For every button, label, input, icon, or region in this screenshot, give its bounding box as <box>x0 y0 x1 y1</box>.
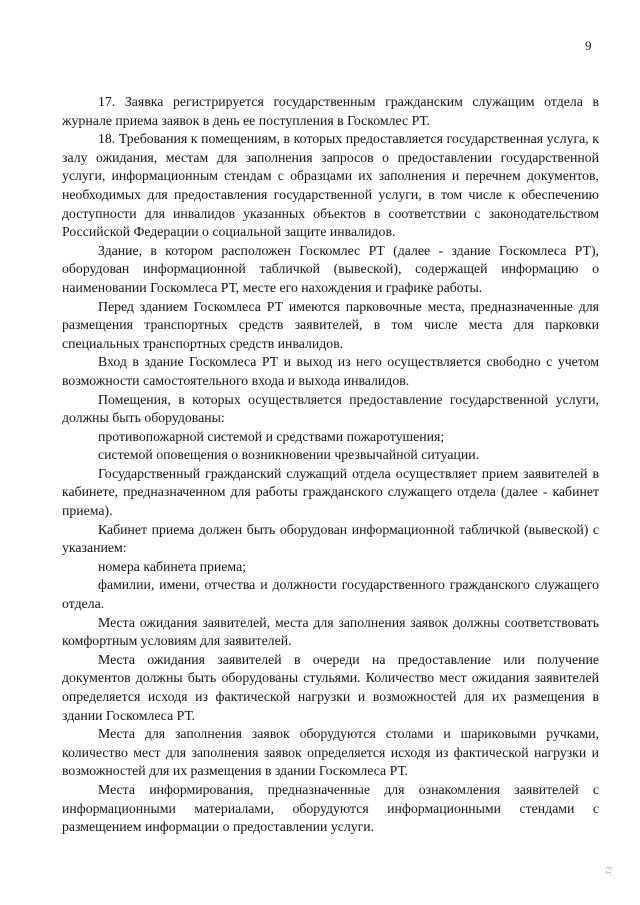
paragraph-filling-places: Места для заполнения заявок оборудуются столами и шариковыми ручками, количество мест для заполнения заявок определяется исходя из фактической нагрузки и возможностей для их размещения в здании Госкомлеса РТ. <box>62 726 599 779</box>
paragraph-premises: Помещения, в которых осуществляется предоставление государственной услуги, должны быть оборудованы: <box>62 391 599 426</box>
paragraph-reception: Государственный гражданский служащий отдела осуществляет прием заявителей в кабинете, предназначенном для работы гражданского служащего отдела (далее - кабинет приема). <box>62 465 599 519</box>
list-item-office-number: номера кабинета приема; <box>98 558 247 574</box>
page-number: 9 <box>585 38 592 53</box>
paragraph-entrance: Вход в здание Госкомлеса РТ и выход из него осуществляется свободно с учетом возможности самостоятельного входа и выхода инвалидов. <box>62 354 599 388</box>
paragraph-info-places: Места информирования, предназначенные для ознакомления заявителей с информационными материалами, оборудуются информационными стендами с размещением информации о предоставлении услуги. <box>62 781 599 835</box>
paragraph-queue-places: Места ожидания заявителей в очереди на предоставление или получение документов должны быть оборудованы стульями. Количество мест ожидания заявителей определяется исходя из фактической нагрузки и возможностей для их размещения в здании Госкомлеса РТ. <box>62 651 599 723</box>
paragraph-building: Здание, в котором расположен Госкомлес РТ (далее - здание Госкомлеса РТ), оборудован информационной табличкой (вывеской), содержащей информацию о наименовании Госкомлеса РТ, месте его нахождения и графике работы. <box>62 242 599 295</box>
list-item-alert-system: системой оповещения о возникновении чрезвычайной ситуации. <box>98 447 480 463</box>
paragraph-17: 17. Заявка регистрируется государственным гражданским служащим отдела в журнале приема заявок в день ее поступления в Госкомлес РТ. <box>62 94 599 128</box>
document-body <box>62 93 599 837</box>
margin-mark: ЗЗ <box>602 865 615 877</box>
paragraph-waiting-places: Места ожидания заявителей, места для заполнения заявок должны соответствовать комфортным условиям для заявителей. <box>62 614 599 649</box>
list-item-employee-name: фамилии, имени, отчества и должности государственного гражданского служащего отдела. <box>62 577 599 612</box>
list-item-fire-system: противопожарной системой и средствами пожаротушения; <box>98 428 445 444</box>
paragraph-parking: Перед зданием Госкомлеса РТ имеются парковочные места, предназначенные для размещения транспортных средств заявителей, в том числе места для парковки специальных транспортных средств инвалидов. <box>62 298 599 351</box>
paragraph-office-sign: Кабинет приема должен быть оборудован информационной табличкой (вывеской) с указанием: <box>62 521 599 556</box>
paragraph-18: 18. Требования к помещениям, в которых предоставляется государственная услуга, к залу ожидания, местам для заполнения запросов о предоставлении государственной услуги, информационным стендам с образцами их заполнения и перечнем документов, необходимых для предоставления государственной услуги, в том числе к обеспечению доступности для инвалидов указанных объектов в соответствии с законодательством Российской Федерации о социальной защите инвалидов. <box>62 131 599 240</box>
